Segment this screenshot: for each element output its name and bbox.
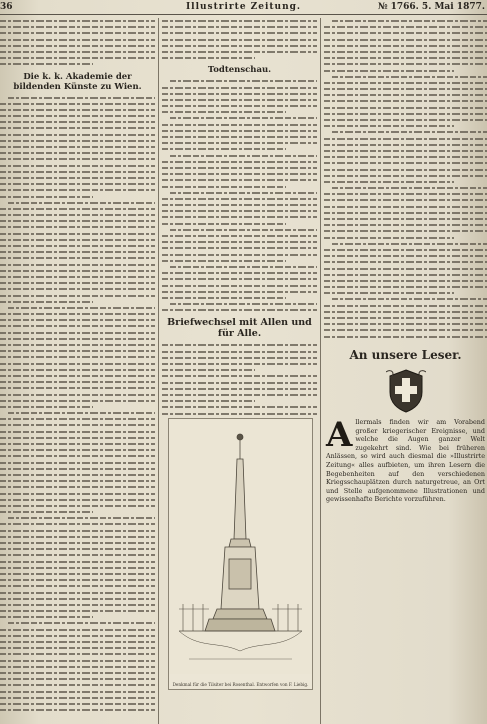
column-rule [158, 18, 159, 724]
monument-illustration [168, 418, 313, 690]
column-rule [320, 18, 321, 724]
journal-title: Illustrirte Zeitung. [185, 2, 302, 12]
column-left [0, 18, 155, 724]
page-header [0, 0, 487, 15]
issue-number: № 1766. 5. Mai 1877. [377, 2, 485, 12]
figure-caption: Denkmal für die Tilsiter bei Rosenthal. Entworfen von F. Liebig. [172, 682, 309, 687]
text-line [162, 411, 317, 417]
drop-cap-letter: A [326, 415, 353, 455]
text-line [162, 307, 317, 313]
notice-title: An unsere Leser. [349, 348, 462, 362]
text-line [324, 334, 487, 340]
section-heading-correspondence: Briefwechsel mit Allen und für Alle. [167, 317, 312, 340]
red-cross-emblem-icon [386, 368, 426, 414]
article-heading-academy: Die k. k. Akademie der bildenden Künste zu Wien. [13, 71, 142, 92]
notice-body [326, 415, 485, 504]
monument-engraving [169, 419, 312, 674]
section-heading-obituaries: Todtenschau. [207, 65, 272, 76]
notice-to-readers [326, 344, 485, 504]
text-line [0, 707, 155, 713]
notice-intro-text: llermals finden wir am Vorabend großer kriegerischer Ereignisse, und welche die Augen ganzer Welt zugekehrt sind. Wie bei früheren Anlässen, so wird auch diesmal die »Illustrirte Zeitung« alles aufbieten, um ihren Lesern die Begebenheiten auf den verschiedenen Kriegsschauplätzen durch naturgetreue, an Ort und Stelle aufgenommene Illustrationen und gewissenhafte Berichte vorzuführen. [326, 418, 485, 504]
page-number: 36 [0, 2, 13, 12]
